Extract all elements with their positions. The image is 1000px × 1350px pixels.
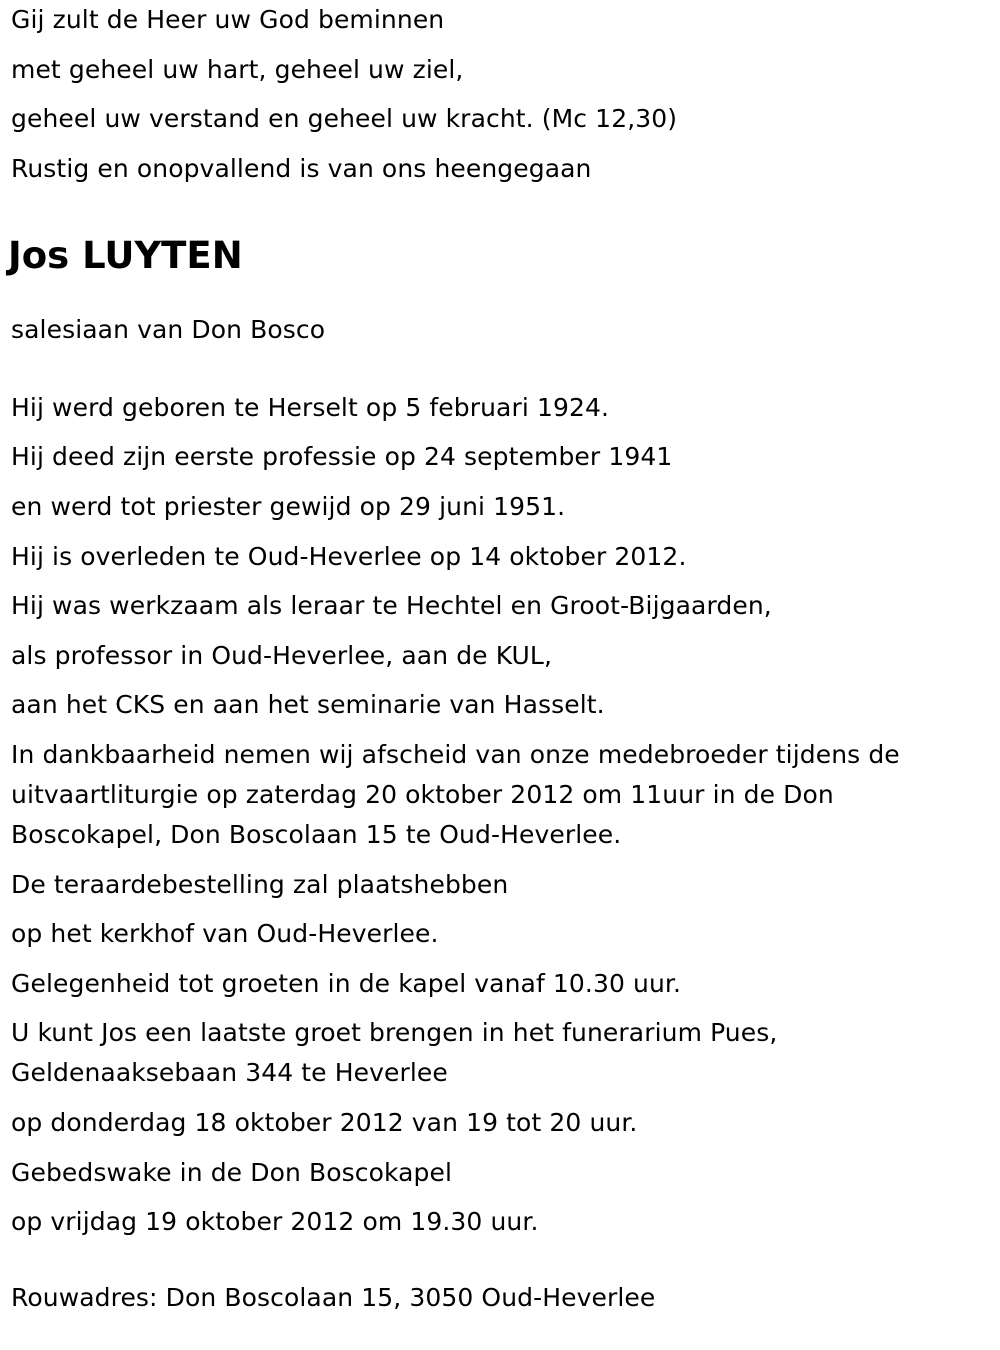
verse-line: Rustig en onopvallend is van ons heengegaan [11,153,592,183]
bio-line: op vrijdag 19 oktober 2012 om 19.30 uur. [11,1207,539,1237]
bio-line: Hij was werkzaam als leraar te Hechtel en Groot-Bijgaarden, [11,591,772,621]
bio-line: op het kerkhof van Oud-Heverlee. [11,919,439,949]
bio-line: en werd tot priester gewijd op 29 juni 1951. [11,491,566,521]
obituary-page [8,0,986,1328]
bio-line: aan het CKS en aan het seminarie van Hasselt. [11,690,605,720]
verse-line: Gij zult de Heer uw God beminnen [11,5,445,34]
bio-line: Hij deed zijn eerste professie op 24 september 1941 [11,442,673,472]
bio-line: op donderdag 18 oktober 2012 van 19 tot 20 uur. [11,1107,638,1137]
bio-line: Hij is overleden te Oud-Heverlee op 14 oktober 2012. [11,541,687,571]
bio-line: Gebedswake in de Don Boscokapel [11,1157,453,1187]
verse-line: geheel uw verstand en geheel uw kracht. (Mc 12,30) [11,104,678,134]
bio-line: De teraardebestelling zal plaatshebben [11,869,509,899]
funeral-service-paragraph: In dankbaarheid nemen wij afscheid van onze medebroeder tijdens de uitvaartliturgie op zaterdag 20 oktober 2012 om 11uur in de Don Boscokapel, Don Boscolaan 15 te Oud-Heverlee. [11,739,900,849]
verse-block [11,0,986,189]
deceased-name: Jos LUYTEN [8,233,243,277]
deceased-role: salesiaan van Don Bosco [11,314,326,344]
bio-line: Hij werd geboren te Herselt op 5 februari 1924. [11,392,610,422]
verse-line: met geheel uw hart, geheel uw ziel, [11,54,464,84]
mourning-address: Rouwadres: Don Boscolaan 15, 3050 Oud-Heverlee [11,1283,656,1313]
bio-line: Gelegenheid tot groeten in de kapel vanaf 10.30 uur. [11,968,682,998]
funerarium-paragraph: U kunt Jos een laatste groet brengen in het funerarium Pues, Geldenaaksebaan 344 te Heverlee [11,1018,778,1088]
bio-line: als professor in Oud-Heverlee, aan de KUL, [11,640,552,670]
biography-block [11,388,986,1242]
